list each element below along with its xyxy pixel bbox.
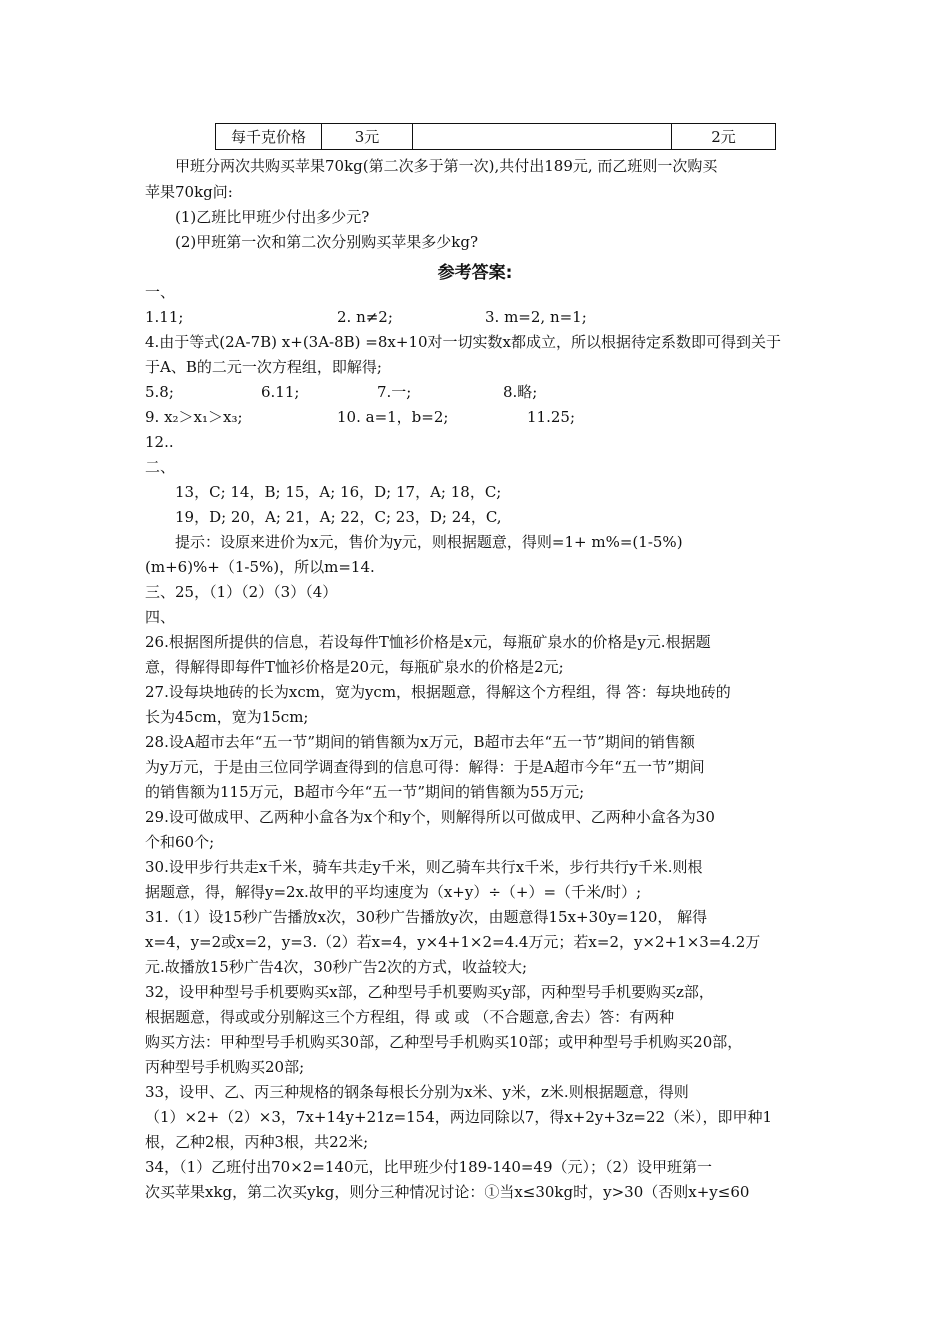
answer-item: 11.25; (527, 408, 575, 426)
answer-text: 28.设A超市去年“五一节”期间的销售额为x万元，B超市去年“五一节”期间的销售额 (145, 733, 695, 751)
answer-text: 为y万元，于是由三位同学调查得到的信息可得：解得：于是A超市今年“五一节”期间 (145, 758, 705, 776)
table-cell: 2元 (672, 124, 776, 150)
table-cell (413, 124, 672, 150)
section-label: 二、 (145, 458, 176, 476)
answer-item: 10. a=1，b=2; (337, 408, 449, 426)
answer-text: 次买苹果xkg，第二次买ykg，则分三种情况讨论：①当x≤30kg时，y>30（否则x+y≤60 (145, 1183, 750, 1201)
answer-text: （1）×2+（2）×3，7x+14y+21z=154，两边同除以7，得x+2y+3z=22（米），即甲种1 (145, 1108, 773, 1126)
answer-text: 意，得解得即每件T恤衫价格是20元，每瓶矿泉水的价格是2元; (145, 658, 564, 676)
answer-text: 4.由于等式(2A-7B) x+(3A-8B) =8x+10对一切实数x都成立，所以根据待定系数即可得到关于 (145, 333, 781, 351)
hint-text: 提示：设原来进价为x元，售价为y元，则根据题意，得则=1+ m%=(1-5%) (175, 533, 683, 551)
answer-text: 的销售额为115万元，B超市今年“五一节”期间的销售额为55万元; (145, 783, 585, 801)
problem-question: (2)甲班第一次和第二次分别购买苹果多少kg? (175, 233, 478, 251)
answer-text: 于A、B的二元一次方程组，即解得; (145, 358, 382, 376)
answer-text: 根据题意，得或或分别解这三个方程组，得 或 或 （不合题意,舍去）答：有两种 (145, 1008, 675, 1026)
section-label: 三、25，（1）（2）（3）（4） (145, 583, 338, 601)
answer-text: 27.设每块地砖的长为xcm，宽为ycm，根据题意，得解这个方程组，得 答：每块地砖的 (145, 683, 731, 701)
problem-question: (1)乙班比甲班少付出多少元? (175, 208, 370, 226)
answer-text: 长为45cm，宽为15cm; (145, 708, 309, 726)
answer-text: 29.设可做成甲、乙两种小盒各为x个和y个，则解得所以可做成甲、乙两种小盒各为30 (145, 808, 715, 826)
answer-text: 个和60个; (145, 833, 215, 851)
answer-text: 32，设甲种型号手机要购买x部，乙种型号手机要购买y部，丙种型号手机要购买z部， (145, 983, 714, 1001)
table-cell: 每千克价格 (216, 124, 322, 150)
answer-item: 1.11; (145, 308, 184, 326)
answer-item: 3. m=2, n=1; (485, 308, 587, 326)
price-table (215, 123, 776, 150)
answer-row (145, 407, 825, 427)
section-label: 一、 (145, 283, 176, 301)
answer-text: 30.设甲步行共走x千米，骑车共走y千米，则乙骑车共行x千米，步行共行y千米.则根 (145, 858, 703, 876)
answer-row (145, 307, 825, 327)
table-cell: 3元 (322, 124, 413, 150)
answer-text: 购买方法：甲种型号手机购买30部，乙种型号手机购买10部；或甲种型号手机购买20部， (145, 1033, 743, 1051)
answer-item: 9. x₂＞x₁＞x₃; (145, 408, 243, 426)
answer-text: 丙种型号手机购买20部; (145, 1058, 305, 1076)
answer-text: 根，乙种2根，丙种3根，共22米; (145, 1133, 369, 1151)
answer-text: 元.故播放15秒广告4次，30秒广告2次的方式，收益较大; (145, 958, 528, 976)
section-label: 四、 (145, 608, 176, 626)
answer-text: x=4，y=2或x=2，y=3.（2）若x=4，y×4+1×2=4.4万元；若x=2，y×2+1×3=4.2万 (145, 933, 761, 951)
answer-item: 6.11; (261, 383, 300, 401)
answer-item: 5.8; (145, 383, 174, 401)
hint-text: (m+6)%+（1-5%)，所以m=14. (145, 558, 375, 576)
answer-item: 2. n≠2; (337, 308, 393, 326)
answer-text: 34，（1）乙班付出70×2=140元，比甲班少付189-140=49（元）；（2）设甲班第一 (145, 1158, 713, 1176)
problem-text: 苹果70kg问: (145, 183, 233, 201)
answer-text: 据题意，得，解得y=2x.故甲的平均速度为（x+y）÷（+）=（千米/时）; (145, 883, 642, 901)
answer-text: 33，设甲、乙、丙三种规格的钢条每根长分别为x米、y米，z米.则根据题意，得则 (145, 1083, 689, 1101)
answer-text: 13，C; 14，B; 15，A; 16，D; 17，A; 18，C; (175, 483, 502, 501)
answer-text: 19，D; 20，A; 21，A; 22，C; 23，D; 24，C, (175, 508, 502, 526)
answer-text: 31.（1）设15秒广告播放x次，30秒广告播放y次，由题意得15x+30y=120， 解得 (145, 908, 708, 926)
answer-item: 7.一; (377, 383, 412, 401)
answer-text: 12.. (145, 433, 174, 451)
answers-title: 参考答案: (437, 263, 513, 283)
table-row (216, 124, 776, 150)
answer-row (145, 382, 825, 402)
answer-item: 8.略; (503, 383, 538, 401)
answer-text: 26.根据图所提供的信息，若设每件T恤衫价格是x元，每瓶矿泉水的价格是y元.根据题 (145, 633, 711, 651)
problem-text: 甲班分两次共购买苹果70kg(第二次多于第一次),共付出189元, 而乙班则一次购买 (175, 157, 718, 175)
